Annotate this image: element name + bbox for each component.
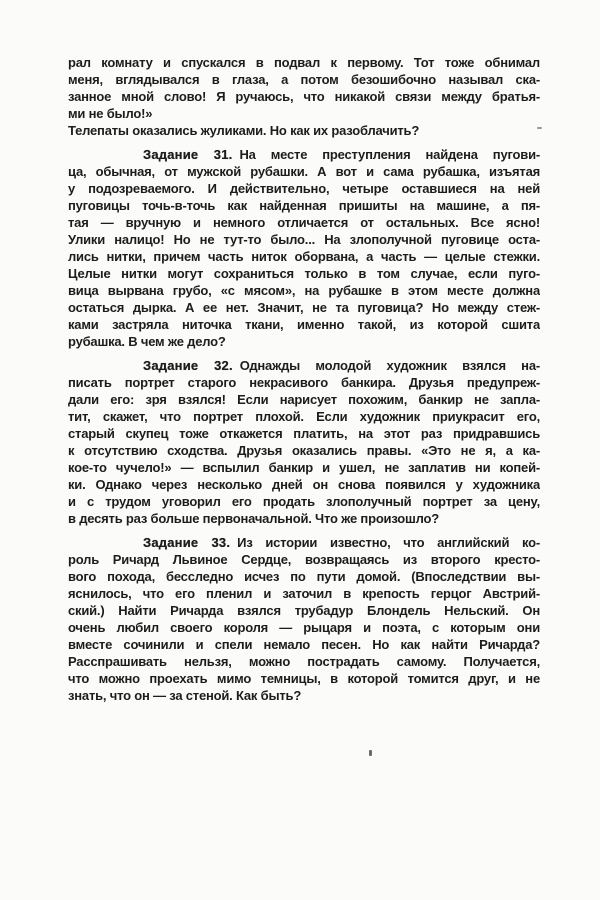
text-line: к отсутствию сходства. Друзья оказались правы. «Это не я, а ка- (68, 443, 540, 458)
task-lead-text: Однажды молодой художник взялся на- (239, 358, 540, 373)
ink-speck-bottom (369, 750, 372, 756)
text-line: старый скупец тоже откажется платить, на этот раз придравшись (68, 426, 540, 441)
task-label: Задание 31. (143, 147, 233, 162)
text-line: и с трудом уговорил его продать злополучный портрет за цену, (68, 494, 540, 509)
text-line: меня, вглядывался в глаза, а потом безошибочно называл ска- (68, 72, 540, 87)
ink-speck-right-margin (537, 127, 542, 129)
text-line (68, 146, 540, 163)
text-line: ками застряла ниточка ткани, именно такой, из которой сшита (68, 317, 540, 332)
text-line (68, 534, 540, 551)
text-line: кое-то чучело!» — вспылил банкир и ушел, не заплатив ни копей- (68, 460, 540, 475)
text-block (68, 54, 540, 704)
text-line: вого похода, бесследно исчез по пути домой. (Впоследствии вы- (68, 569, 540, 584)
text-line: писать портрет старого некрасивого банкира. Друзья предупреж- (68, 375, 540, 390)
text-line: ца, обычная, от мужской рубашки. А вот и сама рубашка, изъятая (68, 164, 540, 179)
text-line: тая — вручную и немного отличается от остальных. Все ясно! (68, 215, 540, 230)
task-lead-text: Из истории известно, что английский ко- (237, 535, 540, 550)
text-line: Целые нитки могут сохраниться только в том случае, если пуго- (68, 266, 540, 281)
text-line: вместе сочинили и спели немало песен. Но как найти Ричарда? (68, 637, 540, 652)
text-line: Улики налицо! Но не тут-то было... На злополучной пуговице оста- (68, 232, 540, 247)
text-line: яснилось, что его пленил и заточил в крепость герцог Австрий- (68, 586, 540, 601)
text-line: что можно проехать мимо темницы, в которой томится друг, и не (68, 671, 540, 686)
text-line: ми не было!» (68, 106, 153, 121)
text-line: Телепаты оказались жуликами. Но как их разоблачить? (68, 123, 420, 138)
task-lead-text: На месте преступления найдена пугови- (239, 147, 540, 162)
text-line (68, 357, 540, 374)
text-line: пуговицы точь-в-точь как найденная пришиты на машине, а пя- (68, 198, 540, 213)
task-31 (68, 146, 540, 350)
paragraph-continuation (68, 54, 540, 122)
text-line: очень любил своего короля — рыцаря и поэта, с которым они (68, 620, 540, 635)
text-line: ский.) Найти Ричарда взялся трубадур Блондель Нельский. Он (68, 603, 540, 618)
text-line: рал комнату и спускался в подвал к первому. Тот тоже обнимал (68, 55, 540, 70)
text-line: лись нитки, причем часть ниток оборвана, а часть — целые стежки. (68, 249, 540, 264)
text-line: вица вырвана грубо, «с мясом», на рубашке в этом месте должна (68, 283, 540, 298)
text-line: рубашка. В чем же дело? (68, 334, 226, 349)
text-line: дали его: зря взялся! Если нарисует похожим, банкир не запла- (68, 392, 540, 407)
text-line: тит, скажет, что портрет плохой. Если художник приукрасит его, (68, 409, 540, 424)
text-line: ки. Однако через несколько дней он снова появился у художника (68, 477, 540, 492)
task-32 (68, 357, 540, 527)
text-line: остаться дырка. А ее нет. Значит, не та пуговица? Но между стеж- (68, 300, 540, 315)
paragraph-telepaths (68, 122, 540, 139)
text-line: знать, что он — за стеной. Как быть? (68, 688, 302, 703)
task-33 (68, 534, 540, 704)
text-line: занное мной слово! Я ручаюсь, что никакой связи между братья- (68, 89, 540, 104)
task-label: Задание 32. (143, 358, 233, 373)
text-line: Расспрашивать нельзя, можно пострадать самому. Получается, (68, 654, 540, 669)
text-line: у подозреваемого. И действительно, четыре оставшиеся на ней (68, 181, 540, 196)
task-label: Задание 33. (143, 535, 231, 550)
text-line: в десять раз больше первоначальной. Что же произошло? (68, 511, 440, 526)
text-line: роль Ричард Львиное Сердце, возвращаясь из второго кресто- (68, 552, 540, 567)
